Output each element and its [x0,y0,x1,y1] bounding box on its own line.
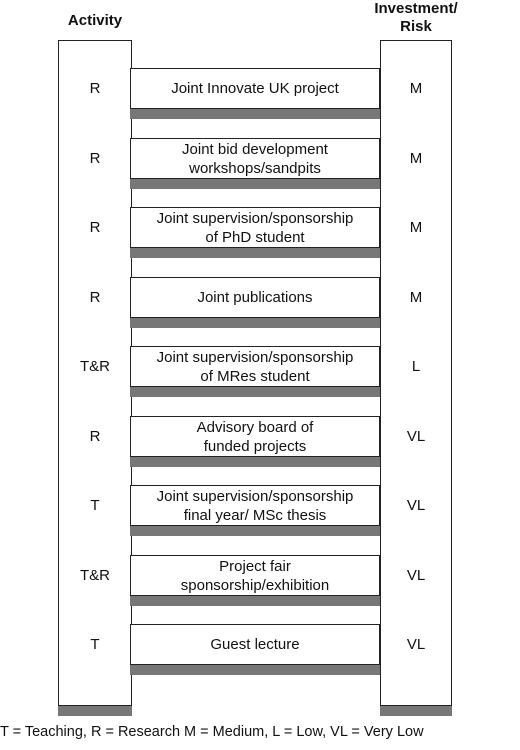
risk-column-base [380,706,452,716]
activity-code: R [89,150,101,167]
rung-bar [130,526,380,536]
rung-label-box [130,555,380,596]
activity-code: T [90,636,100,653]
rung-label-line2: of PhD student [205,228,305,246]
rung-label-line1: Advisory board of [196,418,314,436]
rung-bar [130,457,380,467]
rung-label-line1: Joint supervision/sponsorship [156,209,354,227]
rung-bar [130,248,380,258]
rung-label-line1: Joint supervision/sponsorship [156,348,354,366]
activity-header: Activity [67,12,123,29]
ladder-rung [130,624,380,672]
rung-bar [130,109,380,119]
ladder-rung [130,346,380,394]
rung-bar [130,387,380,397]
risk-level: L [411,358,421,375]
ladder-rung [130,416,380,464]
rung-label-line1: Guest lecture [210,636,300,653]
activity-code: R [89,80,101,97]
risk-level: VL [406,497,426,514]
activity-column-base [58,706,132,716]
risk-level: VL [406,428,426,445]
rung-label-line2: sponsorship/exhibition [180,576,330,594]
rung-label-line2: workshops/sandpits [189,159,321,177]
rung-label-box [130,207,380,248]
activity-code: R [89,219,101,236]
rung-label-line1: Joint supervision/sponsorship [156,487,354,505]
rung-bar [130,318,380,328]
activity-code: T&R [80,358,110,375]
ladder-rung [130,207,380,255]
legend: T = Teaching, R = Research M = Medium, L = Low, VL = Very Low [0,724,424,740]
rung-label-line1: Project fair [219,557,291,575]
rung-label-line2: final year/ MSc thesis [183,506,327,524]
rung-bar [130,596,380,606]
activity-code: T [90,497,100,514]
rung-label-line1: Joint publications [197,289,313,306]
rung-label-box [130,277,380,318]
activity-code: R [89,289,101,306]
rung-label-box [130,485,380,526]
rung-label-line2: of MRes student [200,367,310,385]
ladder-rung [130,485,380,533]
investment-risk-header [360,0,472,36]
activity-code: R [89,428,101,445]
risk-level: VL [406,636,426,653]
rung-bar [130,665,380,675]
ladder-rung [130,277,380,325]
risk-level: VL [406,567,426,584]
risk-level: M [409,219,423,236]
ladder-rung [130,555,380,603]
rung-label-box [130,138,380,179]
rung-label-line1: Joint bid development [182,140,328,158]
rung-label-line1: Joint Innovate UK project [171,80,339,97]
rung-bar [130,179,380,189]
ladder-rung [130,68,380,116]
investment-risk-header-line2: Risk [400,18,432,35]
investment-risk-header-line1: Investment/ [374,0,458,17]
rung-label-box [130,346,380,387]
risk-level: M [409,80,423,97]
risk-level: M [409,289,423,306]
rung-label-box [130,624,380,665]
rung-label-box [130,416,380,457]
risk-level: M [409,150,423,167]
activity-code: T&R [80,567,110,584]
ladder-rung [130,138,380,186]
rung-label-box [130,68,380,109]
rung-label-line2: funded projects [203,437,307,455]
